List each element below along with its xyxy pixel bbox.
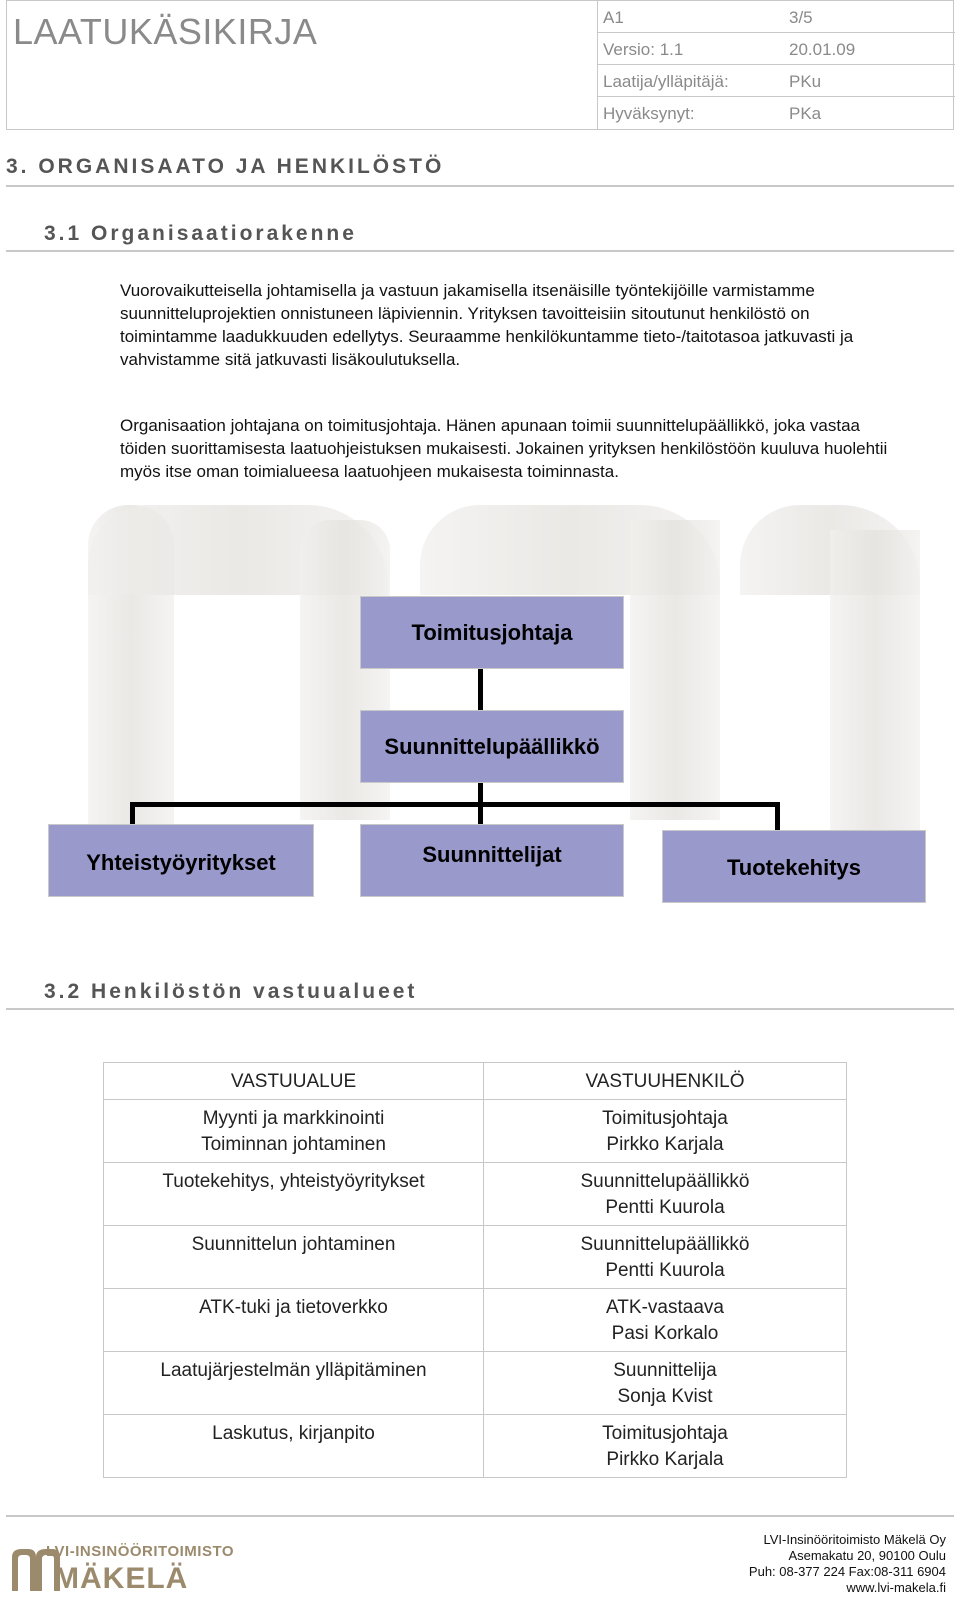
section-rule <box>6 185 954 187</box>
area-cell <box>104 1352 484 1415</box>
area-cell <box>104 1163 484 1226</box>
area-text: Tuotekehitys, yhteistyöyritykset <box>162 1171 425 1192</box>
header-label: Versio: 1.1 <box>603 40 684 59</box>
subsection-heading: 3.1 Organisaatiorakenne <box>44 222 357 245</box>
header-info-grid <box>597 1 955 129</box>
person-cell <box>484 1415 847 1478</box>
column-header: VASTUUHENKILÖ <box>484 1063 847 1100</box>
subsection-rule <box>6 250 954 252</box>
org-box-designers: Suunnittelijat <box>360 824 624 897</box>
table-row <box>104 1100 847 1163</box>
person-text: Pirkko Karjala <box>606 1134 724 1155</box>
person-text: Pentti Kuurola <box>605 1260 725 1281</box>
org-box-ceo: Toimitusjohtaja <box>360 596 624 669</box>
role-text: Suunnittelija <box>613 1360 717 1381</box>
connector-line <box>478 668 483 710</box>
street-address: Asemakatu 20, 90100 Oulu <box>788 1548 946 1563</box>
table-header-row <box>104 1063 847 1100</box>
area-text: Laatujärjestelmän ylläpitäminen <box>160 1360 427 1381</box>
connector-line <box>130 802 135 824</box>
logo-tagline: LVI-INSINÖÖRITOIMISTO <box>46 1543 235 1560</box>
document-title: LAATUKÄSIKIRJA <box>13 11 318 52</box>
header-value: PKu <box>789 72 822 91</box>
table-row <box>104 1226 847 1289</box>
area-cell <box>104 1226 484 1289</box>
table-row <box>104 1289 847 1352</box>
person-cell <box>484 1352 847 1415</box>
header-row <box>597 97 955 129</box>
role-text: Toimitusjohtaja <box>602 1108 728 1129</box>
header-row <box>597 65 955 97</box>
org-box-product-development: Tuotekehitys <box>662 830 926 903</box>
company-address <box>749 1532 946 1596</box>
intro-paragraph: Vuorovaikutteisella johtamisella ja vastuun jakamisella itsenäisille työntekijöille varmistamme suunnitteluprojektien onnistuneen läpiviennin. Yrityksen tavoitteisiin sitoutunut henkilöstö on toimintamme laadukkuuden edellytys. Seuraamme henkilökuntamme tieto-/taitotasoa jatkuvasti ja vahvistamme sitä jatkuvasti lisäkoulutuksella. <box>120 281 854 369</box>
area-text: Toiminnan johtaminen <box>201 1134 386 1155</box>
website-link[interactable]: www.lvi-makela.fi <box>846 1580 946 1595</box>
person-cell <box>484 1100 847 1163</box>
org-box-design-manager: Suunnittelupäällikkö <box>360 710 624 783</box>
table-row <box>104 1163 847 1226</box>
area-text: Myynti ja markkinointi <box>202 1108 385 1129</box>
header-label: A1 <box>603 8 624 27</box>
header-label: Laatija/ylläpitäjä: <box>603 72 729 91</box>
person-text: Pasi Korkalo <box>611 1323 719 1344</box>
header-value: PKa <box>789 104 822 123</box>
area-cell <box>104 1415 484 1478</box>
document-header <box>6 0 954 130</box>
person-cell <box>484 1163 847 1226</box>
table-row <box>104 1415 847 1478</box>
role-text: Toimitusjohtaja <box>602 1423 728 1444</box>
role-text: Suunnittelupäällikkö <box>580 1234 750 1255</box>
area-text: ATK-tuki ja tietoverkko <box>199 1297 388 1318</box>
organisation-paragraph: Organisaation johtajana on toimitusjohtaja. Hänen apunaan toimii suunnittelupäällikkö, joka vastaa töiden suorittamisesta laatuohjeistuksen mukaisesti. Jokainen yrityksen henkilöstöön kuuluva huolehtii myös itse oman toimialueesa laatuohjeen mukaisesta toiminnasta. <box>120 416 888 481</box>
section-heading: 3. ORGANISAATO JA HENKILÖSTÖ <box>6 155 445 178</box>
header-row <box>597 1 955 33</box>
footer-rule <box>6 1515 954 1517</box>
logo-wordmark: MÄKELÄ <box>54 1562 189 1595</box>
area-cell <box>104 1100 484 1163</box>
company-name: LVI-Insinööritoimisto Mäkelä Oy <box>763 1532 946 1547</box>
column-header: VASTUUALUE <box>104 1063 484 1100</box>
subsection-heading: 3.2 Henkilöstön vastuualueet <box>44 980 418 1003</box>
role-text: ATK-vastaava <box>606 1297 724 1318</box>
org-box-partners: Yhteistyöyritykset <box>48 824 314 897</box>
person-text: Pentti Kuurola <box>605 1197 725 1218</box>
header-value: 3/5 <box>789 8 813 27</box>
area-text: Suunnittelun johtaminen <box>191 1234 396 1255</box>
contact-numbers: Puh: 08-377 224 Fax:08-311 6904 <box>748 1564 946 1579</box>
area-text: Laskutus, kirjanpito <box>212 1423 375 1444</box>
header-label: Hyväksynyt: <box>603 104 695 123</box>
subsection-rule <box>6 1008 954 1010</box>
connector-line <box>775 802 780 830</box>
area-cell <box>104 1289 484 1352</box>
person-text: Pirkko Karjala <box>606 1449 724 1470</box>
table-row <box>104 1352 847 1415</box>
person-cell <box>484 1289 847 1352</box>
person-cell <box>484 1226 847 1289</box>
header-row <box>597 33 955 65</box>
responsibility-table <box>103 1062 847 1478</box>
header-value: 20.01.09 <box>789 40 856 59</box>
role-text: Suunnittelupäällikkö <box>580 1171 750 1192</box>
connector-line <box>130 802 780 807</box>
person-text: Sonja Kvist <box>617 1386 713 1407</box>
